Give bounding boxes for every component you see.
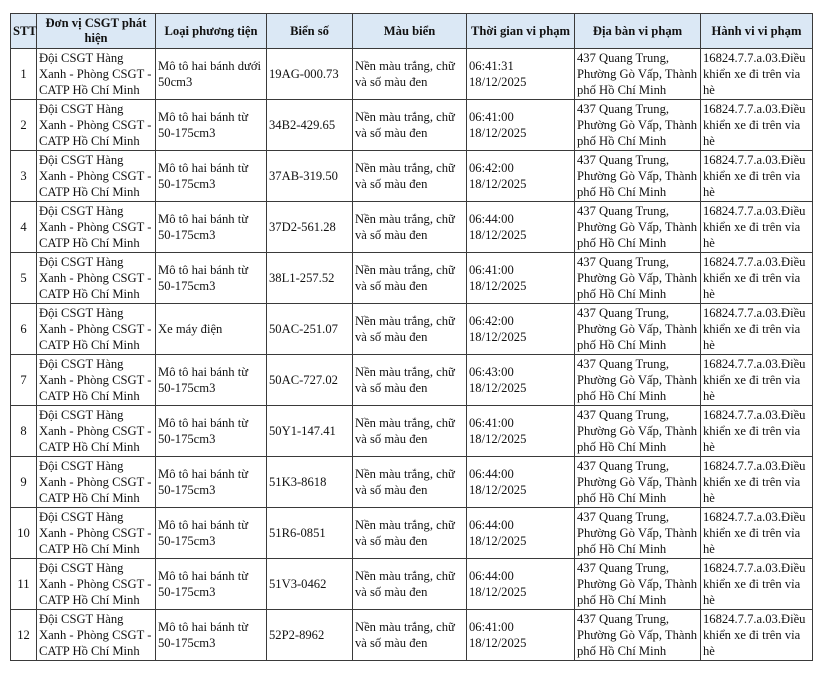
table-row (11, 49, 813, 100)
header-time: Thời gian vi phạm (467, 14, 575, 49)
cell-stt: 5 (11, 253, 37, 304)
cell-vehicle-type: Mô tô hai bánh từ 50-175cm3 (156, 559, 267, 610)
cell-unit: Đội CSGT Hàng Xanh - Phòng CSGT - CATP Hồ Chí Minh (37, 100, 156, 151)
cell-plate-color: Nền màu trắng, chữ và số màu đen (353, 508, 467, 559)
cell-plate: 51V3-0462 (267, 559, 353, 610)
cell-time: 06:44:00 18/12/2025 (467, 202, 575, 253)
cell-location: 437 Quang Trung, Phường Gò Vấp, Thành phố Hồ Chí Minh (575, 202, 701, 253)
violations-table (10, 13, 813, 661)
cell-vehicle-type: Mô tô hai bánh từ 50-175cm3 (156, 202, 267, 253)
cell-unit: Đội CSGT Hàng Xanh - Phòng CSGT - CATP Hồ Chí Minh (37, 610, 156, 661)
cell-plate: 37D2-561.28 (267, 202, 353, 253)
header-location: Địa bàn vi phạm (575, 14, 701, 49)
cell-violation: 16824.7.7.a.03.Điều khiển xe đi trên vỉa hè (701, 49, 813, 100)
cell-vehicle-type: Xe máy điện (156, 304, 267, 355)
table-row (11, 202, 813, 253)
cell-stt: 12 (11, 610, 37, 661)
cell-plate-color: Nền màu trắng, chữ và số màu đen (353, 49, 467, 100)
header-violation: Hành vi vi phạm (701, 14, 813, 49)
cell-time: 06:42:00 18/12/2025 (467, 304, 575, 355)
cell-violation: 16824.7.7.a.03.Điều khiển xe đi trên vỉa hè (701, 202, 813, 253)
cell-vehicle-type: Mô tô hai bánh từ 50-175cm3 (156, 457, 267, 508)
cell-unit: Đội CSGT Hàng Xanh - Phòng CSGT - CATP Hồ Chí Minh (37, 253, 156, 304)
cell-unit: Đội CSGT Hàng Xanh - Phòng CSGT - CATP Hồ Chí Minh (37, 508, 156, 559)
table-row (11, 508, 813, 559)
cell-vehicle-type: Mô tô hai bánh từ 50-175cm3 (156, 610, 267, 661)
cell-plate-color: Nền màu trắng, chữ và số màu đen (353, 610, 467, 661)
cell-unit: Đội CSGT Hàng Xanh - Phòng CSGT - CATP Hồ Chí Minh (37, 304, 156, 355)
table-row (11, 151, 813, 202)
cell-time: 06:42:00 18/12/2025 (467, 151, 575, 202)
cell-location: 437 Quang Trung, Phường Gò Vấp, Thành phố Hồ Chí Minh (575, 559, 701, 610)
cell-plate: 37AB-319.50 (267, 151, 353, 202)
cell-vehicle-type: Mô tô hai bánh từ 50-175cm3 (156, 253, 267, 304)
cell-plate: 50Y1-147.41 (267, 406, 353, 457)
header-vehicle-type: Loại phương tiện (156, 14, 267, 49)
cell-plate-color: Nền màu trắng, chữ và số màu đen (353, 406, 467, 457)
cell-location: 437 Quang Trung, Phường Gò Vấp, Thành phố Hồ Chí Minh (575, 457, 701, 508)
cell-stt: 10 (11, 508, 37, 559)
cell-vehicle-type: Mô tô hai bánh dưới 50cm3 (156, 49, 267, 100)
cell-stt: 4 (11, 202, 37, 253)
table-header (11, 14, 813, 49)
cell-stt: 11 (11, 559, 37, 610)
cell-plate-color: Nền màu trắng, chữ và số màu đen (353, 457, 467, 508)
table-row (11, 559, 813, 610)
cell-vehicle-type: Mô tô hai bánh từ 50-175cm3 (156, 151, 267, 202)
cell-time: 06:44:00 18/12/2025 (467, 508, 575, 559)
cell-violation: 16824.7.7.a.03.Điều khiển xe đi trên vỉa hè (701, 406, 813, 457)
cell-plate-color: Nền màu trắng, chữ và số màu đen (353, 559, 467, 610)
cell-time: 06:44:00 18/12/2025 (467, 559, 575, 610)
cell-stt: 7 (11, 355, 37, 406)
cell-unit: Đội CSGT Hàng Xanh - Phòng CSGT - CATP Hồ Chí Minh (37, 151, 156, 202)
cell-stt: 6 (11, 304, 37, 355)
cell-vehicle-type: Mô tô hai bánh từ 50-175cm3 (156, 100, 267, 151)
header-stt: STT (11, 14, 37, 49)
cell-plate-color: Nền màu trắng, chữ và số màu đen (353, 100, 467, 151)
table-body (11, 49, 813, 661)
cell-unit: Đội CSGT Hàng Xanh - Phòng CSGT - CATP Hồ Chí Minh (37, 355, 156, 406)
table-row (11, 457, 813, 508)
cell-violation: 16824.7.7.a.03.Điều khiển xe đi trên vỉa hè (701, 151, 813, 202)
table-row (11, 253, 813, 304)
cell-time: 06:43:00 18/12/2025 (467, 355, 575, 406)
cell-violation: 16824.7.7.a.03.Điều khiển xe đi trên vỉa hè (701, 610, 813, 661)
cell-unit: Đội CSGT Hàng Xanh - Phòng CSGT - CATP Hồ Chí Minh (37, 406, 156, 457)
table-row (11, 100, 813, 151)
cell-location: 437 Quang Trung, Phường Gò Vấp, Thành phố Hồ Chí Minh (575, 508, 701, 559)
table-row (11, 610, 813, 661)
cell-violation: 16824.7.7.a.03.Điều khiển xe đi trên vỉa hè (701, 100, 813, 151)
cell-plate-color: Nền màu trắng, chữ và số màu đen (353, 151, 467, 202)
cell-location: 437 Quang Trung, Phường Gò Vấp, Thành phố Hồ Chí Minh (575, 151, 701, 202)
cell-time: 06:41:31 18/12/2025 (467, 49, 575, 100)
cell-vehicle-type: Mô tô hai bánh từ 50-175cm3 (156, 508, 267, 559)
cell-unit: Đội CSGT Hàng Xanh - Phòng CSGT - CATP Hồ Chí Minh (37, 559, 156, 610)
cell-stt: 3 (11, 151, 37, 202)
cell-stt: 9 (11, 457, 37, 508)
cell-location: 437 Quang Trung, Phường Gò Vấp, Thành phố Hồ Chí Minh (575, 100, 701, 151)
header-row (11, 14, 813, 49)
cell-plate: 19AG-000.73 (267, 49, 353, 100)
table-row (11, 355, 813, 406)
cell-stt: 2 (11, 100, 37, 151)
cell-unit: Đội CSGT Hàng Xanh - Phòng CSGT - CATP Hồ Chí Minh (37, 49, 156, 100)
cell-violation: 16824.7.7.a.03.Điều khiển xe đi trên vỉa hè (701, 253, 813, 304)
cell-stt: 1 (11, 49, 37, 100)
cell-plate: 50AC-727.02 (267, 355, 353, 406)
cell-plate: 38L1-257.52 (267, 253, 353, 304)
cell-plate: 51K3-8618 (267, 457, 353, 508)
cell-plate: 51R6-0851 (267, 508, 353, 559)
cell-violation: 16824.7.7.a.03.Điều khiển xe đi trên vỉa hè (701, 457, 813, 508)
cell-plate-color: Nền màu trắng, chữ và số màu đen (353, 304, 467, 355)
cell-vehicle-type: Mô tô hai bánh từ 50-175cm3 (156, 355, 267, 406)
cell-time: 06:41:00 18/12/2025 (467, 610, 575, 661)
table-row (11, 304, 813, 355)
cell-location: 437 Quang Trung, Phường Gò Vấp, Thành phố Hồ Chí Minh (575, 49, 701, 100)
cell-violation: 16824.7.7.a.03.Điều khiển xe đi trên vỉa hè (701, 304, 813, 355)
cell-plate: 50AC-251.07 (267, 304, 353, 355)
cell-time: 06:41:00 18/12/2025 (467, 406, 575, 457)
header-plate: Biển số (267, 14, 353, 49)
cell-unit: Đội CSGT Hàng Xanh - Phòng CSGT - CATP Hồ Chí Minh (37, 202, 156, 253)
cell-location: 437 Quang Trung, Phường Gò Vấp, Thành phố Hồ Chí Minh (575, 304, 701, 355)
header-unit: Đơn vị CSGT phát hiện (37, 14, 156, 49)
cell-plate-color: Nền màu trắng, chữ và số màu đen (353, 355, 467, 406)
cell-location: 437 Quang Trung, Phường Gò Vấp, Thành phố Hồ Chí Minh (575, 610, 701, 661)
cell-stt: 8 (11, 406, 37, 457)
cell-location: 437 Quang Trung, Phường Gò Vấp, Thành phố Hồ Chí Minh (575, 406, 701, 457)
cell-violation: 16824.7.7.a.03.Điều khiển xe đi trên vỉa hè (701, 559, 813, 610)
cell-time: 06:44:00 18/12/2025 (467, 457, 575, 508)
cell-plate: 52P2-8962 (267, 610, 353, 661)
cell-violation: 16824.7.7.a.03.Điều khiển xe đi trên vỉa hè (701, 508, 813, 559)
cell-unit: Đội CSGT Hàng Xanh - Phòng CSGT - CATP Hồ Chí Minh (37, 457, 156, 508)
table-row (11, 406, 813, 457)
cell-location: 437 Quang Trung, Phường Gò Vấp, Thành phố Hồ Chí Minh (575, 253, 701, 304)
cell-plate-color: Nền màu trắng, chữ và số màu đen (353, 202, 467, 253)
cell-plate-color: Nền màu trắng, chữ và số màu đen (353, 253, 467, 304)
header-plate-color: Màu biển (353, 14, 467, 49)
cell-time: 06:41:00 18/12/2025 (467, 100, 575, 151)
cell-plate: 34B2-429.65 (267, 100, 353, 151)
cell-violation: 16824.7.7.a.03.Điều khiển xe đi trên vỉa hè (701, 355, 813, 406)
cell-time: 06:41:00 18/12/2025 (467, 253, 575, 304)
cell-vehicle-type: Mô tô hai bánh từ 50-175cm3 (156, 406, 267, 457)
cell-location: 437 Quang Trung, Phường Gò Vấp, Thành phố Hồ Chí Minh (575, 355, 701, 406)
